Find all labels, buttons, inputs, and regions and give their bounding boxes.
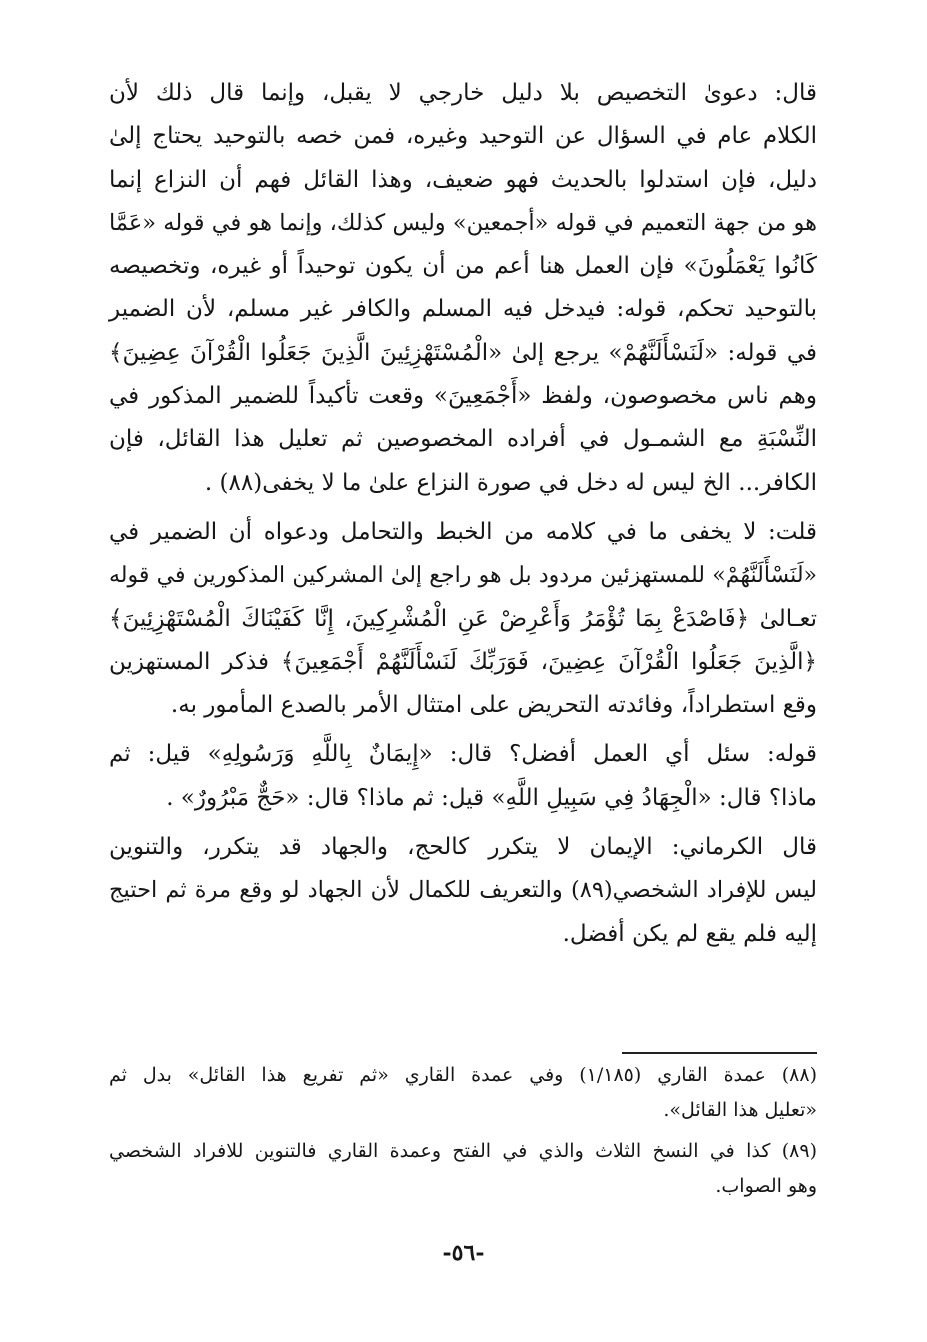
text-line: تعـالىٰ ﴿فَاصْدَعْ بِمَا تُؤْمَرُ وَأَعْرِضْ عَنِ الْمُشْرِكِينَ، إِنَّا كَفَيْنَاكَ الْمُسْتَهْزِئِينَ﴾ — [109, 605, 817, 632]
text-line: وقع استطراداً، وفائدته التحريض على امتثال الأمر بالصدع المأمور به. — [170, 692, 817, 719]
text-line: كَانُوا يَعْمَلُونَ» فإن العمل هنا أعم من أن يكون توحيداً أو غيره، وتخصيصه — [109, 253, 817, 280]
text-line: ماذا؟ قال: «الْجِهَادُ فِي سَبِيلِ اللَّهِ» قيل: ثم ماذا؟ قال: «حَجٌّ مَبْرُورٌ» . — [166, 784, 817, 811]
footnote-88 — [109, 1058, 817, 1128]
text-line: وهم ناس مخصوصون، ولفظ «أَجْمَعِينَ» وقعت تأكيداً للضمير المذكور في — [109, 383, 817, 410]
paragraph-4 — [109, 826, 817, 956]
text-line: بالتوحيد تحكم، قوله: فيدخل فيه المسلم والكافر غير مسلم، لأن الضمير — [109, 296, 817, 323]
text-line: قوله: سئل أي العمل أفضل؟ قال: «إِيمَانٌ بِاللَّهِ وَرَسُولِهِ» قيل: ثم — [109, 741, 817, 768]
text-line: ﴿الَّذِينَ جَعَلُوا الْقُرْآنَ عِضِينَ، فَوَرَبِّكَ لَنَسْأَلَنَّهُمْ أَجْمَعِينَ﴾ فذكر المستهزين — [109, 648, 817, 675]
footnote-line: (٨٨) عمدة القاري (١/١٨٥) وفي عمدة القاري «ثم تفريع هذا القائل» بدل ثم — [109, 1064, 817, 1086]
footnote-89 — [109, 1134, 817, 1204]
footnote-line: «تعليل هذا القائل». — [663, 1099, 817, 1121]
text-line: النِّسْبَةِ مع الشمـول في أفراده المخصوصين ثم تعليل هذا القائل، فإن — [109, 426, 817, 453]
text-line: هو من جهة التعميم في قوله «أجمعين» وليس كذلك، وإنما هو في قوله «عَمَّا — [109, 209, 817, 236]
text-line: قال: دعوىٰ التخصيص بلا دليل خارجي لا يقبل، وإنما قال ذلك لأن — [109, 80, 817, 106]
text-line: في قوله: «لَنَسْأَلَنَّهُمْ» يرجع إلىٰ «الْمُسْتَهْزِئِينَ الَّذِينَ جَعَلُوا الْقُرْآنَ عِضِينَ﴾ — [109, 339, 817, 366]
paragraph-1 — [109, 72, 817, 505]
text-line: الكافر... الخ ليس له دخل في صورة النزاع علىٰ ما لا يخفى(٨٨) . — [204, 469, 817, 496]
text-line: قلت: لا يخفى ما في كلامه من الخبط والتحامل ودعواه أن الضمير في — [109, 518, 817, 545]
footnote-divider — [622, 1052, 817, 1054]
paragraph-2 — [109, 511, 817, 727]
footnote-line: وهو الصواب. — [715, 1175, 817, 1197]
page-number: -٥٦- — [442, 1240, 485, 1266]
footnotes — [109, 1058, 817, 1210]
text-line: الكلام عام في السؤال عن التوحيد وغيره، فمن خصه بالتوحيد يحتاج إلىٰ — [109, 123, 817, 150]
paragraph-3 — [109, 733, 817, 820]
main-text — [109, 72, 817, 956]
text-line: إليه فلم يقع لم يكن أفضل. — [562, 920, 817, 947]
text-line: «لَنَسْأَلَنَّهُمْ» للمستهزئين مردود بل هو راجع إلىٰ المشركين المذكورين في قوله — [109, 563, 817, 589]
text-line: قال الكرماني: الإيمان لا يتكرر كالحج، والجهاد قد يتكرر، والتنوين — [109, 834, 817, 861]
text-line: ليس للإفراد الشخصي(٨٩) والتعريف للكمال لأن الجهاد لو وقع مرة ثم احتيج — [109, 877, 818, 904]
text-line: دليل، فإن استدلوا بالحديث فهو ضعيف، وهذا القائل فهم أن النزاع إنما — [109, 166, 817, 193]
footnote-line: (٨٩) كذا في النسخ الثلاث والذي في الفتح وعمدة القاري فالتنوين للافراد الشخصي — [109, 1140, 817, 1162]
